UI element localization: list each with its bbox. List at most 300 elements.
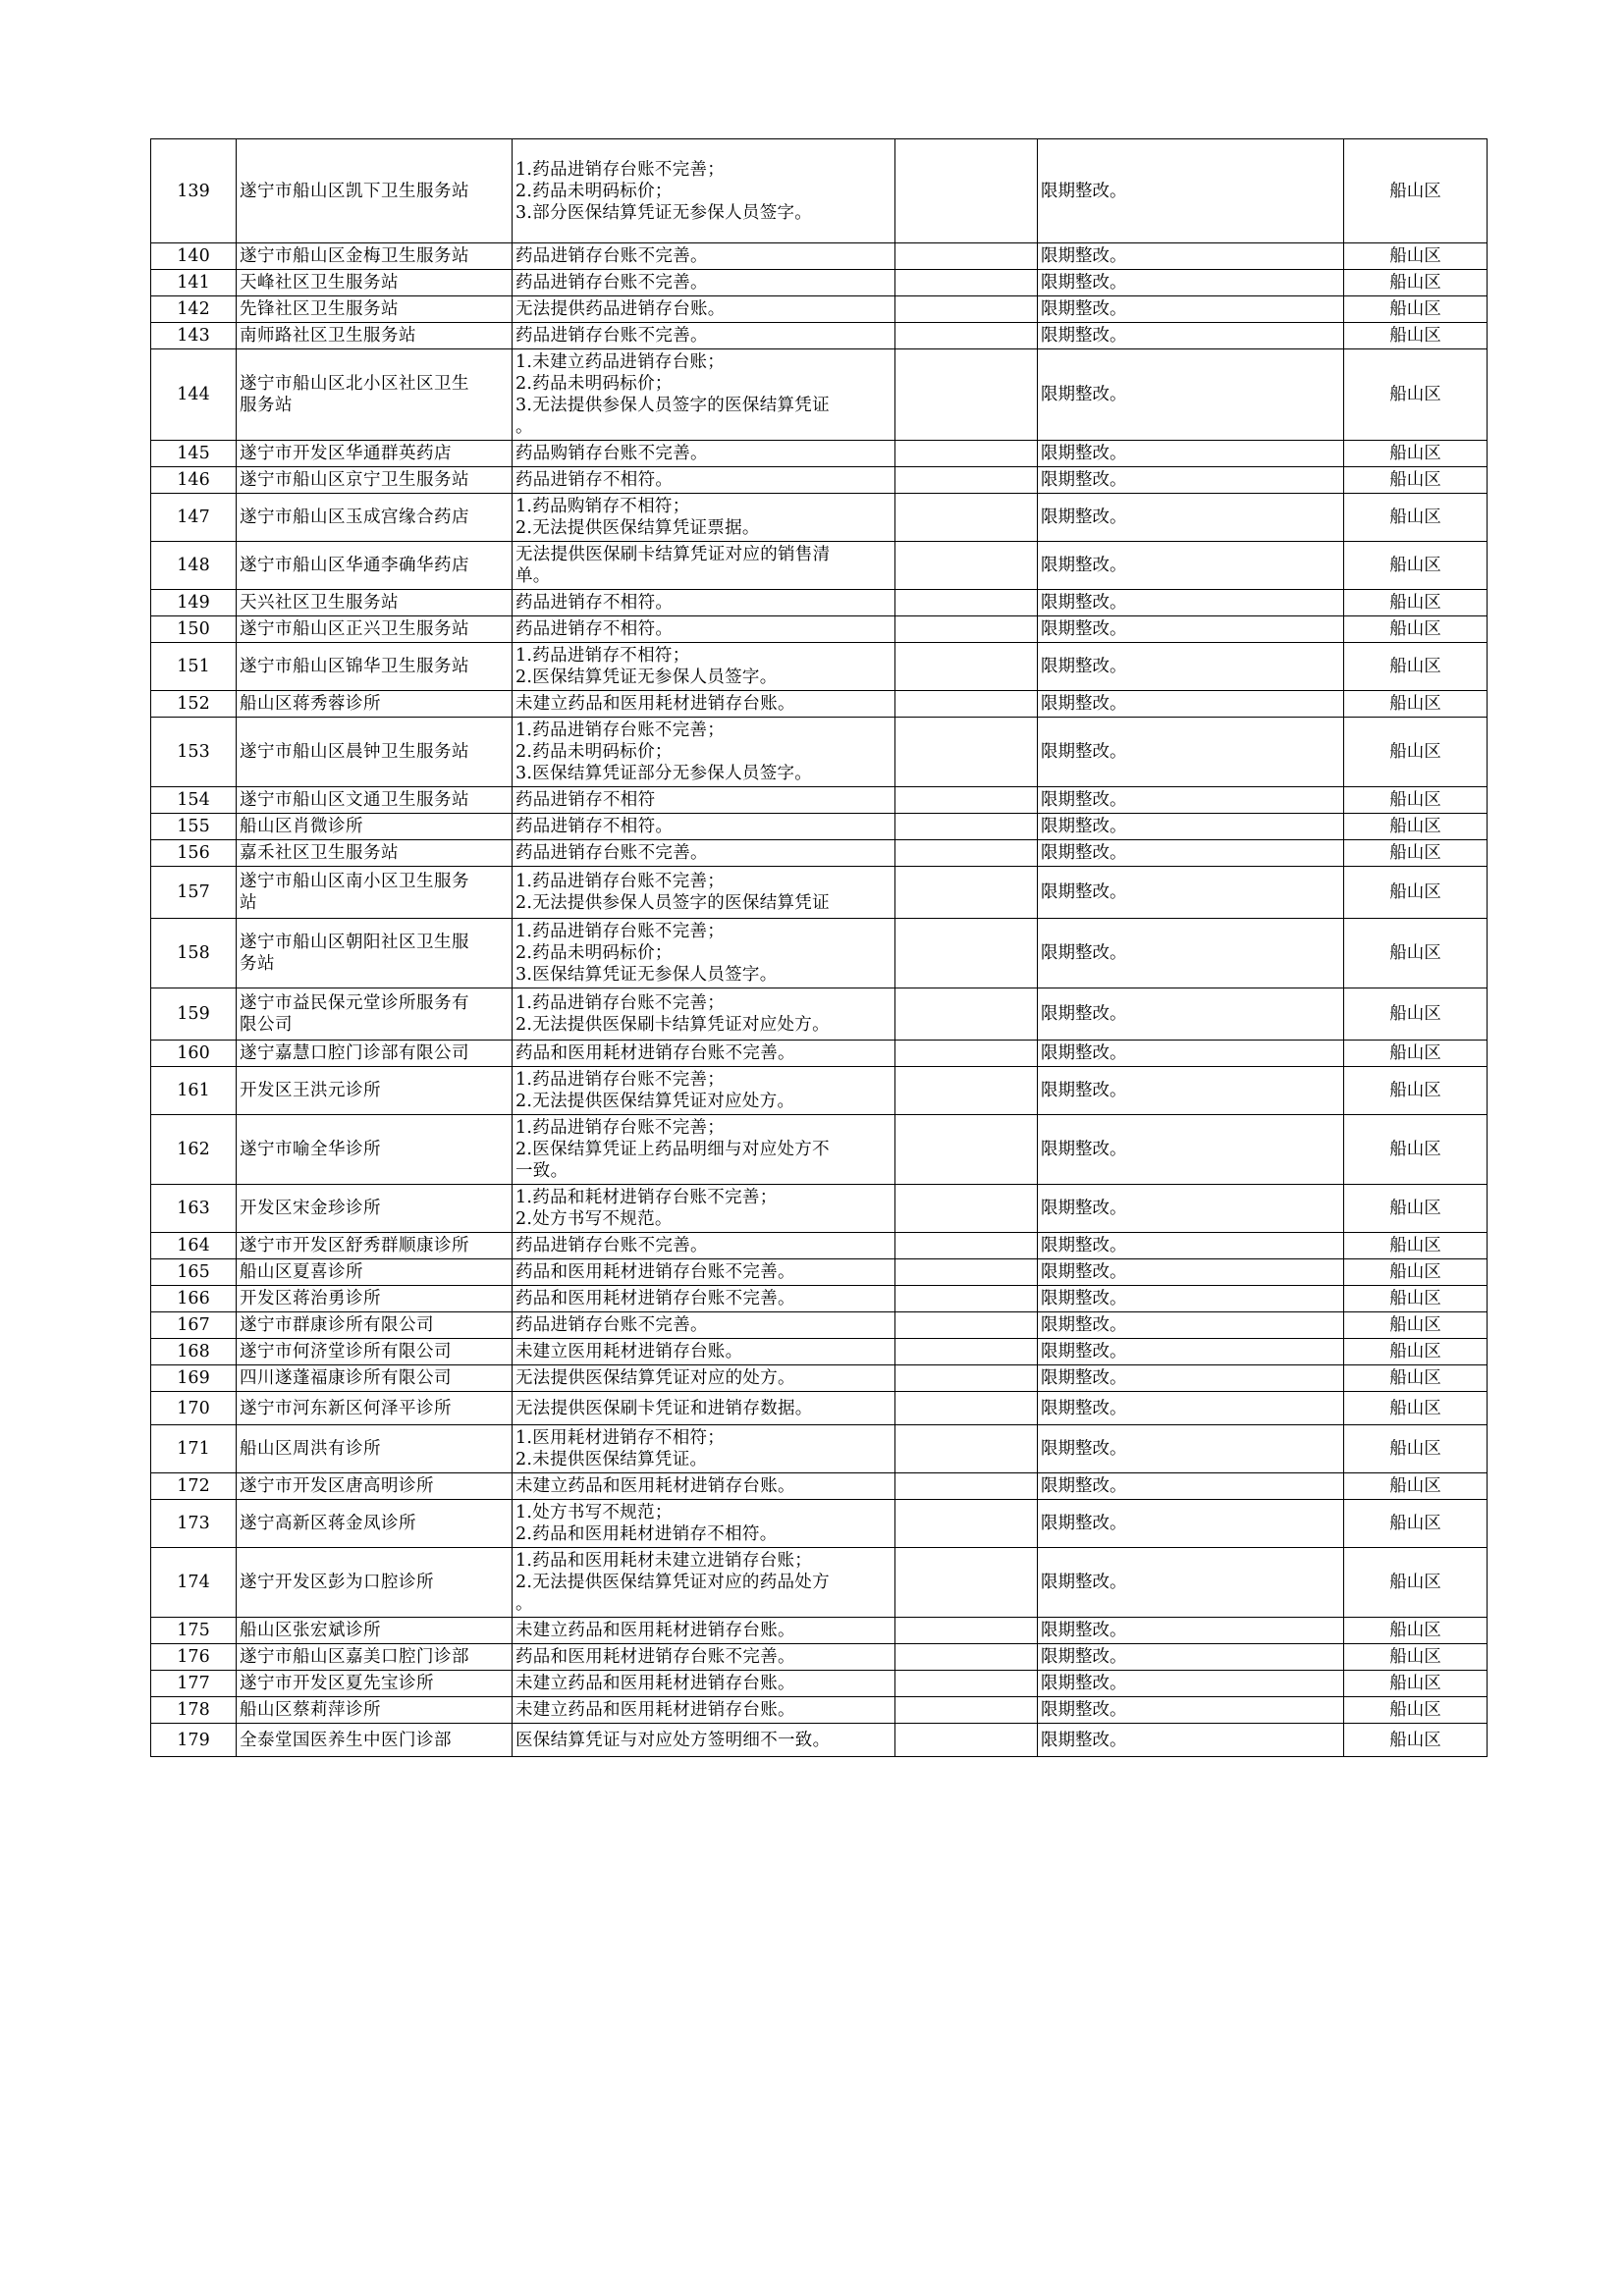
district: 船山区 (1344, 1644, 1488, 1671)
issue-line: 3.医保结算凭证部分无参保人员签字。 (515, 764, 813, 783)
handling-measure: 限期整改。 (1038, 441, 1344, 467)
issue-line: 2.无法提供医保刷卡结算凭证对应处方。 (515, 1015, 830, 1035)
issue-line: 未建立药品和医用耗材进销存台账。 (515, 1476, 795, 1496)
handling-basis (895, 1185, 1038, 1233)
handling-measure: 限期整改。 (1038, 1067, 1344, 1115)
district: 船山区 (1344, 1185, 1488, 1233)
handling-basis (895, 988, 1038, 1041)
row-number: 165 (151, 1259, 237, 1286)
institution-name-line: 遂宁市何济堂诊所有限公司 (240, 1342, 452, 1362)
row-number: 171 (151, 1425, 237, 1473)
handling-measure: 限期整改。 (1038, 243, 1344, 270)
district: 船山区 (1344, 1041, 1488, 1067)
district: 船山区 (1344, 1392, 1488, 1425)
handling-measure: 限期整改。 (1038, 270, 1344, 296)
district: 船山区 (1344, 787, 1488, 814)
institution-name-line: 遂宁市船山区南小区卫生服务 (240, 872, 469, 891)
row-number: 156 (151, 840, 237, 867)
institution-name-line: 遂宁市船山区朝阳社区卫生服 (240, 933, 469, 952)
issue-line: 2.药品未明码标价； (515, 943, 673, 963)
row-number: 143 (151, 323, 237, 349)
institution-name (237, 1500, 513, 1548)
institution-name-line: 船山区夏喜诊所 (240, 1262, 363, 1282)
table-row (151, 840, 1488, 867)
district: 船山区 (1344, 1425, 1488, 1473)
institution-name-line: 船山区蔡莉萍诊所 (240, 1700, 381, 1720)
district: 船山区 (1344, 1473, 1488, 1500)
handling-basis (895, 718, 1038, 787)
issue-line: 药品进销存不相符。 (515, 470, 674, 490)
district: 船山区 (1344, 1339, 1488, 1365)
issue-line: 1.医用耗材进销存不相符； (515, 1428, 726, 1448)
row-number: 177 (151, 1671, 237, 1697)
table-row (151, 296, 1488, 323)
issue-line: 药品进销存不相符 (515, 790, 656, 810)
issue-line: 。 (515, 1594, 533, 1614)
handling-measure: 限期整改。 (1038, 988, 1344, 1041)
issue-description (513, 919, 895, 988)
row-number: 141 (151, 270, 237, 296)
issue-description (513, 441, 895, 467)
institution-name (237, 1618, 513, 1644)
handling-measure: 限期整改。 (1038, 1392, 1344, 1425)
issue-description (513, 1644, 895, 1671)
handling-basis (895, 1724, 1038, 1757)
handling-measure: 限期整改。 (1038, 296, 1344, 323)
handling-measure: 限期整改。 (1038, 1312, 1344, 1339)
issue-description (513, 1233, 895, 1259)
institution-name-line: 遂宁市开发区夏先宝诊所 (240, 1674, 434, 1693)
district: 船山区 (1344, 691, 1488, 718)
institution-name (237, 1233, 513, 1259)
table-body (151, 139, 1488, 1757)
table-row (151, 718, 1488, 787)
table-row (151, 494, 1488, 542)
district: 船山区 (1344, 441, 1488, 467)
row-number: 169 (151, 1365, 237, 1392)
issue-line: 1.药品进销存台账不完善； (515, 922, 726, 941)
issue-line: 无法提供药品进销存台账。 (515, 299, 726, 319)
district: 船山区 (1344, 1067, 1488, 1115)
issue-line: 无法提供医保刷卡结算凭证对应的销售清 (515, 545, 831, 564)
issue-line: 1.未建立药品进销存台账； (515, 352, 726, 372)
institution-name (237, 1115, 513, 1185)
table-row (151, 270, 1488, 296)
issue-description (513, 1425, 895, 1473)
handling-measure: 限期整改。 (1038, 1548, 1344, 1618)
table-row (151, 1671, 1488, 1697)
institution-name (237, 542, 513, 590)
institution-name-line: 遂宁嘉慧口腔门诊部有限公司 (240, 1043, 469, 1063)
handling-measure: 限期整改。 (1038, 1500, 1344, 1548)
row-number: 170 (151, 1392, 237, 1425)
institution-name-line: 遂宁开发区彭为口腔诊所 (240, 1573, 434, 1592)
handling-measure: 限期整改。 (1038, 1339, 1344, 1365)
handling-basis (895, 1618, 1038, 1644)
table-row (151, 643, 1488, 691)
handling-basis (895, 1500, 1038, 1548)
row-number: 161 (151, 1067, 237, 1115)
row-number: 168 (151, 1339, 237, 1365)
handling-basis (895, 814, 1038, 840)
institution-name-line: 遂宁市船山区金梅卫生服务站 (240, 246, 469, 266)
table-row (151, 1185, 1488, 1233)
table-row (151, 1724, 1488, 1757)
table-row (151, 1339, 1488, 1365)
table-row (151, 1259, 1488, 1286)
institution-name (237, 296, 513, 323)
handling-measure: 限期整改。 (1038, 1041, 1344, 1067)
handling-basis (895, 1115, 1038, 1185)
institution-name-line: 开发区蒋治勇诊所 (240, 1289, 381, 1308)
institution-name-line: 遂宁市船山区文通卫生服务站 (240, 790, 469, 810)
issue-line: 药品进销存台账不完善。 (515, 1315, 708, 1335)
district: 船山区 (1344, 1365, 1488, 1392)
handling-measure: 限期整改。 (1038, 1618, 1344, 1644)
institution-name (237, 1286, 513, 1312)
issue-line: 。 (515, 417, 533, 437)
institution-name-line: 天兴社区卫生服务站 (240, 593, 399, 613)
district: 船山区 (1344, 542, 1488, 590)
district: 船山区 (1344, 494, 1488, 542)
institution-name (237, 1671, 513, 1697)
row-number: 144 (151, 349, 237, 441)
handling-basis (895, 1425, 1038, 1473)
handling-measure: 限期整改。 (1038, 867, 1344, 919)
issue-line: 2.未提供医保结算凭证。 (515, 1450, 708, 1469)
district: 船山区 (1344, 296, 1488, 323)
row-number: 145 (151, 441, 237, 467)
handling-measure: 限期整改。 (1038, 542, 1344, 590)
handling-measure: 限期整改。 (1038, 467, 1344, 494)
issue-line: 1.药品进销存不相符； (515, 646, 690, 666)
issue-line: 2.无法提供医保结算凭证对应处方。 (515, 1092, 795, 1111)
issue-line: 药品和医用耗材进销存台账不完善。 (515, 1043, 795, 1063)
institution-name (237, 1185, 513, 1233)
institution-name (237, 323, 513, 349)
handling-basis (895, 1339, 1038, 1365)
handling-measure: 限期整改。 (1038, 1259, 1344, 1286)
issue-line: 3.部分医保结算凭证无参保人员签字。 (515, 202, 813, 223)
issue-description (513, 867, 895, 919)
issue-line: 2.药品未明码标价； (515, 374, 673, 394)
district: 船山区 (1344, 1286, 1488, 1312)
handling-basis (895, 1286, 1038, 1312)
handling-basis (895, 467, 1038, 494)
issue-description (513, 542, 895, 590)
institution-name-line: 开发区王洪元诊所 (240, 1081, 381, 1100)
issue-description (513, 467, 895, 494)
handling-basis (895, 1548, 1038, 1618)
issue-line: 单。 (515, 566, 551, 586)
issue-line: 药品进销存不相符。 (515, 619, 674, 639)
district: 船山区 (1344, 1259, 1488, 1286)
issue-line: 药品和医用耗材进销存台账不完善。 (515, 1289, 795, 1308)
handling-measure: 限期整改。 (1038, 1425, 1344, 1473)
issue-description (513, 296, 895, 323)
district: 船山区 (1344, 867, 1488, 919)
row-number: 162 (151, 1115, 237, 1185)
institution-name-line: 遂宁高新区蒋金凤诊所 (240, 1514, 416, 1533)
issue-line: 药品进销存台账不完善。 (515, 843, 708, 863)
handling-basis (895, 1697, 1038, 1724)
institution-name-line: 遂宁市船山区凯下卫生服务站 (240, 181, 469, 201)
issue-description (513, 616, 895, 643)
issue-description (513, 1067, 895, 1115)
table-row (151, 1618, 1488, 1644)
handling-measure: 限期整改。 (1038, 643, 1344, 691)
institution-name (237, 1041, 513, 1067)
institution-name-line: 天峰社区卫生服务站 (240, 273, 399, 293)
row-number: 140 (151, 243, 237, 270)
row-number: 157 (151, 867, 237, 919)
issue-description (513, 814, 895, 840)
institution-name (237, 814, 513, 840)
issue-line: 1.药品进销存台账不完善； (515, 159, 726, 180)
institution-name (237, 643, 513, 691)
issue-line: 2.无法提供参保人员签字的医保结算凭证 (515, 893, 830, 913)
table-row (151, 1067, 1488, 1115)
handling-basis (895, 1312, 1038, 1339)
handling-measure: 限期整改。 (1038, 1115, 1344, 1185)
institution-name (237, 1644, 513, 1671)
issue-line: 2.医保结算凭证上药品明细与对应处方不 (515, 1140, 830, 1159)
table-row (151, 139, 1488, 243)
issue-description (513, 1286, 895, 1312)
row-number: 174 (151, 1548, 237, 1618)
table-row (151, 243, 1488, 270)
institution-name (237, 1365, 513, 1392)
handling-measure: 限期整改。 (1038, 616, 1344, 643)
table-row (151, 1041, 1488, 1067)
district: 船山区 (1344, 1312, 1488, 1339)
row-number: 147 (151, 494, 237, 542)
institution-name-line: 服务站 (240, 396, 293, 415)
issue-line: 1.处方书写不规范； (515, 1503, 673, 1522)
institution-name (237, 441, 513, 467)
handling-basis (895, 1365, 1038, 1392)
institution-name (237, 1259, 513, 1286)
issue-line: 未建立药品和医用耗材进销存台账。 (515, 1700, 795, 1720)
issue-line: 未建立医用耗材进销存台账。 (515, 1342, 743, 1362)
handling-basis (895, 270, 1038, 296)
institution-name-line: 遂宁市船山区正兴卫生服务站 (240, 619, 469, 639)
table-row (151, 1697, 1488, 1724)
table-row (151, 441, 1488, 467)
handling-basis (895, 542, 1038, 590)
institution-name (237, 467, 513, 494)
row-number: 151 (151, 643, 237, 691)
district: 船山区 (1344, 616, 1488, 643)
handling-measure: 限期整改。 (1038, 787, 1344, 814)
row-number: 176 (151, 1644, 237, 1671)
issue-description (513, 139, 895, 243)
institution-name (237, 616, 513, 643)
issue-line: 2.无法提供医保结算凭证对应的药品处方 (515, 1573, 830, 1592)
issue-line: 1.药品进销存台账不完善； (515, 721, 726, 740)
district: 船山区 (1344, 1697, 1488, 1724)
issue-line: 无法提供医保刷卡凭证和进销存数据。 (515, 1398, 813, 1418)
table-row (151, 691, 1488, 718)
handling-basis (895, 1259, 1038, 1286)
institution-name (237, 1067, 513, 1115)
handling-measure: 限期整改。 (1038, 840, 1344, 867)
table-row (151, 988, 1488, 1041)
table-row (151, 1644, 1488, 1671)
district: 船山区 (1344, 139, 1488, 243)
issue-description (513, 1500, 895, 1548)
issue-line: 未建立药品和医用耗材进销存台账。 (515, 1621, 795, 1640)
district: 船山区 (1344, 1233, 1488, 1259)
table-row (151, 919, 1488, 988)
district: 船山区 (1344, 270, 1488, 296)
handling-basis (895, 494, 1038, 542)
issue-description (513, 1392, 895, 1425)
issue-line: 1.药品和耗材进销存台账不完善； (515, 1188, 778, 1207)
issue-description (513, 643, 895, 691)
table-row (151, 616, 1488, 643)
handling-basis (895, 840, 1038, 867)
institution-name-line: 遂宁市群康诊所有限公司 (240, 1315, 434, 1335)
table-row (151, 349, 1488, 441)
handling-basis (895, 296, 1038, 323)
handling-measure: 限期整改。 (1038, 139, 1344, 243)
institution-name (237, 243, 513, 270)
institution-name (237, 590, 513, 616)
institution-name (237, 691, 513, 718)
handling-measure: 限期整改。 (1038, 1185, 1344, 1233)
issue-line: 2.药品未明码标价； (515, 181, 673, 201)
institution-name-line: 遂宁市船山区华通李确华药店 (240, 556, 469, 575)
district: 船山区 (1344, 643, 1488, 691)
institution-name (237, 988, 513, 1041)
issue-description (513, 1618, 895, 1644)
institution-name-line: 船山区肖微诊所 (240, 817, 363, 836)
issue-line: 药品和医用耗材进销存台账不完善。 (515, 1262, 795, 1282)
handling-measure: 限期整改。 (1038, 718, 1344, 787)
row-number: 160 (151, 1041, 237, 1067)
institution-name-line: 遂宁市船山区晨钟卫生服务站 (240, 742, 469, 762)
issue-line: 未建立药品和医用耗材进销存台账。 (515, 694, 795, 714)
district: 船山区 (1344, 1671, 1488, 1697)
handling-measure: 限期整改。 (1038, 1724, 1344, 1757)
issue-description (513, 349, 895, 441)
issue-description (513, 787, 895, 814)
row-number: 152 (151, 691, 237, 718)
institution-name (237, 1548, 513, 1618)
row-number: 172 (151, 1473, 237, 1500)
institution-name (237, 1312, 513, 1339)
institution-name-line: 限公司 (240, 1015, 293, 1035)
district: 船山区 (1344, 243, 1488, 270)
issue-line: 药品进销存台账不完善。 (515, 273, 708, 293)
issue-description (513, 243, 895, 270)
district: 船山区 (1344, 349, 1488, 441)
issue-line: 药品进销存不相符。 (515, 593, 674, 613)
row-number: 146 (151, 467, 237, 494)
handling-basis (895, 691, 1038, 718)
row-number: 149 (151, 590, 237, 616)
institution-name (237, 270, 513, 296)
institution-name-line: 开发区宋金珍诊所 (240, 1199, 381, 1218)
institution-name-line: 遂宁市益民保元堂诊所服务有 (240, 993, 469, 1013)
issue-line: 1.药品进销存台账不完善； (515, 1070, 726, 1090)
handling-basis (895, 441, 1038, 467)
institution-name (237, 787, 513, 814)
issue-line: 1.药品进销存台账不完善； (515, 872, 726, 891)
handling-measure: 限期整改。 (1038, 814, 1344, 840)
handling-measure: 限期整改。 (1038, 1365, 1344, 1392)
issue-description (513, 1365, 895, 1392)
issue-line: 1.药品购销存不相符； (515, 497, 690, 516)
handling-basis (895, 1473, 1038, 1500)
handling-basis (895, 1041, 1038, 1067)
institution-name (237, 840, 513, 867)
district: 船山区 (1344, 840, 1488, 867)
issue-line: 2.医保结算凭证无参保人员签字。 (515, 667, 778, 687)
issue-description (513, 1115, 895, 1185)
row-number: 167 (151, 1312, 237, 1339)
institution-name-line: 遂宁市喻全华诊所 (240, 1140, 381, 1159)
district: 船山区 (1344, 718, 1488, 787)
district: 船山区 (1344, 988, 1488, 1041)
district: 船山区 (1344, 1724, 1488, 1757)
issue-description (513, 1697, 895, 1724)
table-row (151, 1286, 1488, 1312)
institution-name-line: 四川遂蓬福康诊所有限公司 (240, 1368, 452, 1388)
row-number: 178 (151, 1697, 237, 1724)
institution-name-line: 遂宁市开发区舒秀群顺康诊所 (240, 1236, 469, 1255)
issue-line: 药品进销存台账不完善。 (515, 326, 708, 346)
district: 船山区 (1344, 1618, 1488, 1644)
handling-basis (895, 139, 1038, 243)
issue-description (513, 1185, 895, 1233)
institution-name-line: 遂宁市河东新区何泽平诊所 (240, 1398, 452, 1418)
issue-description (513, 840, 895, 867)
issue-description (513, 691, 895, 718)
issue-line: 3.无法提供参保人员签字的医保结算凭证 (515, 396, 830, 415)
issue-line: 一致。 (515, 1161, 568, 1181)
handling-measure: 限期整改。 (1038, 1671, 1344, 1697)
handling-measure: 限期整改。 (1038, 323, 1344, 349)
issue-line: 药品进销存台账不完善。 (515, 1236, 708, 1255)
table-row (151, 867, 1488, 919)
row-number: 159 (151, 988, 237, 1041)
row-number: 154 (151, 787, 237, 814)
institution-name-line: 站 (240, 893, 257, 913)
institution-name-line: 遂宁市开发区唐高明诊所 (240, 1476, 434, 1496)
row-number: 155 (151, 814, 237, 840)
institution-name-line: 船山区周洪有诊所 (240, 1439, 381, 1459)
institution-name (237, 1425, 513, 1473)
institution-name-line: 遂宁市船山区嘉美口腔门诊部 (240, 1647, 469, 1667)
issue-description (513, 1473, 895, 1500)
table-row (151, 1233, 1488, 1259)
handling-basis (895, 787, 1038, 814)
issue-description (513, 1548, 895, 1618)
table-row (151, 1473, 1488, 1500)
institution-name-line: 遂宁市船山区玉成宫缘合药店 (240, 507, 469, 527)
issue-description (513, 1339, 895, 1365)
handling-basis (895, 590, 1038, 616)
handling-basis (895, 643, 1038, 691)
row-number: 158 (151, 919, 237, 988)
handling-basis (895, 1392, 1038, 1425)
row-number: 179 (151, 1724, 237, 1757)
table-row (151, 1365, 1488, 1392)
row-number: 163 (151, 1185, 237, 1233)
issue-description (513, 590, 895, 616)
